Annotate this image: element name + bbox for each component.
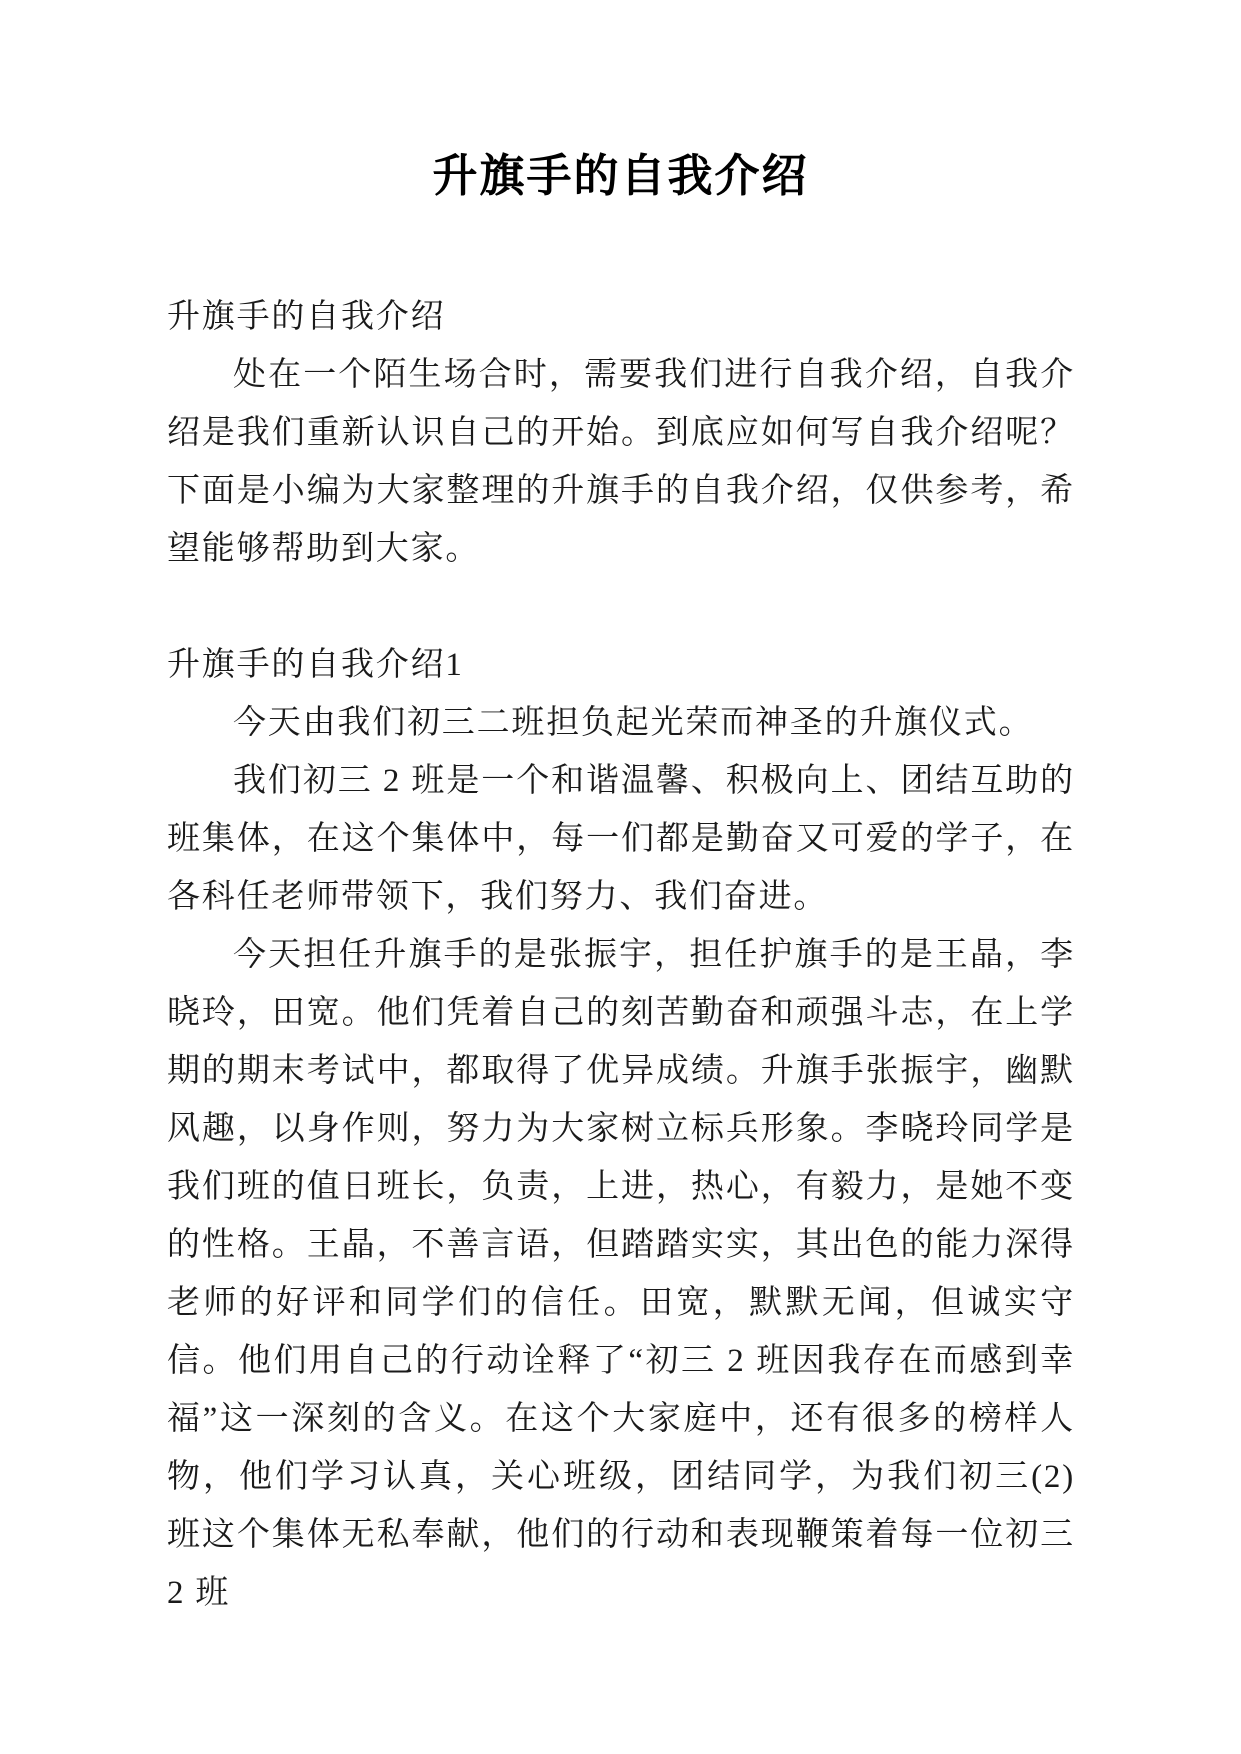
section-heading: 升旗手的自我介绍1 (167, 647, 464, 683)
paragraph-flag-raisers: 今天担任升旗手的是张振宇，担任护旗手的是王晶，李晓玲，田宽。他们凭着自己的刻苦勤奋和顽强斗志，在上学期的期末考试中，都取得了优异成绩。升旗手张振宇，幽默风趣，以身作则，努力为大家树立标兵形象。李晓玲同学是我们班的值日班长，负责，上进，热心，有毅力，是她不变的性格。王晶，不善言语，但踏踏实实，其出色的能力深得老师的好评和同学们的信任。田宽，默默无闻，但诚实守信。他们用自己的行动诠释了“初三 2 班因我存在而感到幸福”这一深刻的含义。在这个大家庭中，还有很多的榜样人物，他们学习认真，关心班级，团结同学，为我们初三(2)班这个集体无私奉献，他们的行动和表现鞭策着每一位初三 2 班 (167, 937, 1075, 1611)
document-body (167, 288, 1075, 1622)
blank-line (167, 578, 1075, 636)
paragraph-ceremony-opening: 今天由我们初三二班担负起光荣而神圣的升旗仪式。 (233, 705, 1034, 741)
document-title: 升旗手的自我介绍 (432, 151, 809, 201)
body-heading-line: 升旗手的自我介绍 (167, 299, 446, 335)
intro-paragraph: 处在一个陌生场合时，需要我们进行自我介绍，自我介绍是我们重新认识自己的开始。到底应如何写自我介绍呢？下面是小编为大家整理的升旗手的自我介绍，仅供参考，希望能够帮助到大家。 (167, 357, 1075, 567)
paragraph-class-description: 我们初三 2 班是一个和谐温馨、积极向上、团结互助的班集体，在这个集体中，每一们都是勤奋又可爱的学子，在各科任老师带领下，我们努力、我们奋进。 (167, 763, 1075, 915)
